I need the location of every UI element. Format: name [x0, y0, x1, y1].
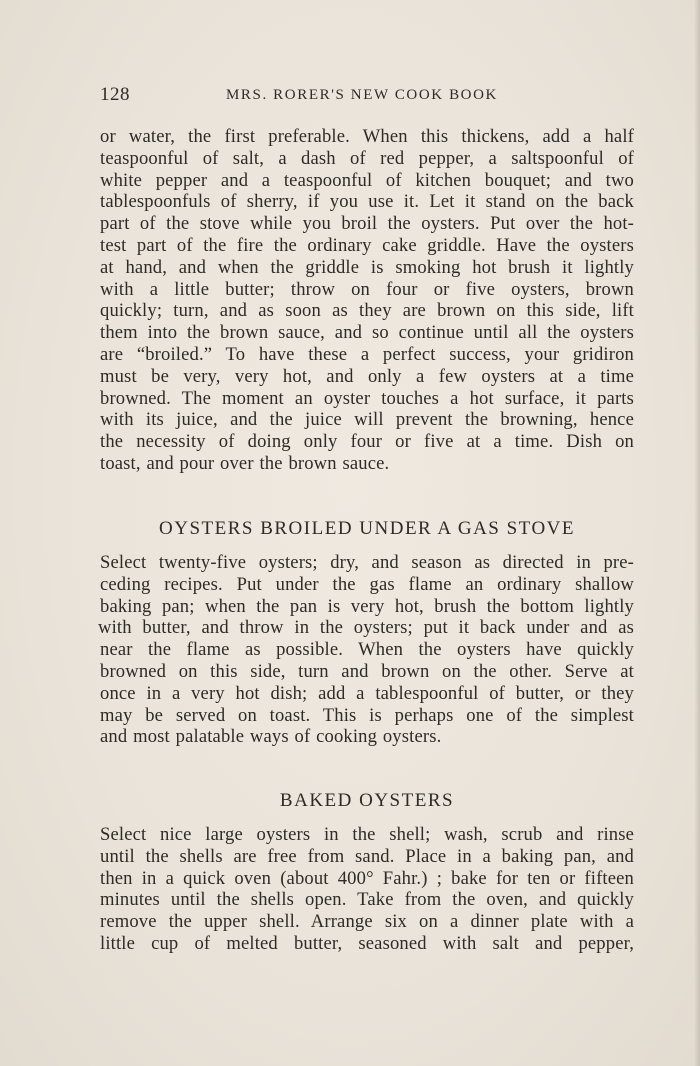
text-line: tablespoonfuls of sherry, if you use it. Let it stand on the back: [100, 191, 634, 213]
text-line: them into the brown sauce, and so continue until all the oysters: [100, 322, 634, 344]
page-number: 128: [100, 84, 130, 105]
text-line: test part of the fire the ordinary cake griddle. Have the oysters: [100, 234, 634, 256]
text-line: remove the upper shell. Arrange six on a dinner plate with a: [100, 911, 634, 933]
text-line: with a little butter; throw on four or five oysters, brown: [100, 278, 634, 300]
text-line: Select nice large oysters in the shell; wash, scrub and rinse: [100, 824, 634, 845]
text-line: browned on this side, turn and brown on the other. Serve at: [100, 660, 634, 682]
text-line: browned. The moment an oyster touches a hot surface, it parts: [100, 387, 634, 409]
text-line: little cup of melted butter, seasoned with salt and pepper,: [100, 932, 634, 954]
text-line: with its juice, and the juice will prevent the browning, hence: [100, 409, 634, 431]
text-line: minutes until the shells open. Take from the oven, and quickly: [100, 889, 634, 911]
text-line: toast, and pour over the brown sauce.: [100, 452, 390, 474]
running-head: MRS. RORER'S NEW COOK BOOK: [226, 87, 498, 103]
text-line: once in a very hot dish; add a tablespoonful of butter, or they: [100, 682, 634, 704]
text-line: until the shells are free from sand. Place in a baking pan, and: [100, 845, 634, 867]
text-line: with butter, and throw in the oysters; put it back under and as: [98, 617, 634, 639]
text-line: near the flame as possible. When the oysters have quickly: [100, 639, 634, 661]
text-line: quickly; turn, and as soon as they are brown on this side, lift: [100, 300, 634, 322]
text-line: may be served on toast. This is perhaps one of the simplest: [100, 704, 634, 726]
text-line: Select twenty-five oysters; dry, and season as directed in pre-: [100, 552, 634, 573]
gas-stove-recipe-paragraph: [100, 552, 634, 748]
page-edge-shadow: [694, 0, 700, 1066]
text-line: white pepper and a teaspoonful of kitchen bouquet; and two: [100, 169, 634, 191]
continued-recipe-paragraph: [100, 126, 634, 475]
text-line: part of the stove while you broil the oysters. Put over the hot-: [100, 213, 634, 235]
text-line: must be very, very hot, and only a few oysters at a time: [100, 365, 634, 387]
text-line: and most palatable ways of cooking oysters.: [100, 726, 442, 748]
text-line: at hand, and when the griddle is smoking hot brush it lightly: [100, 256, 634, 278]
recipe-heading-gas-stove: OYSTERS BROILED UNDER A GAS STOVE: [159, 518, 575, 539]
text-line: ceding recipes. Put under the gas flame an ordinary shallow: [100, 573, 634, 595]
text-line: then in a quick oven (about 400° Fahr.) ; bake for ten or fifteen: [100, 867, 634, 889]
recipe-heading-baked: BAKED OYSTERS: [279, 790, 455, 811]
text-line: are “broiled.” To have these a perfect success, your gridiron: [100, 343, 634, 365]
page-header: [100, 84, 636, 112]
baked-recipe-paragraph: [100, 824, 634, 955]
text-line: the necessity of doing only four or five at a time. Dish on: [100, 431, 634, 453]
text-line: baking pan; when the pan is very hot, brush the bottom lightly: [100, 595, 634, 617]
text-line: or water, the first preferable. When this thickens, add a half: [100, 126, 634, 147]
text-line: teaspoonful of salt, a dash of red pepper, a saltspoonful of: [100, 147, 634, 169]
